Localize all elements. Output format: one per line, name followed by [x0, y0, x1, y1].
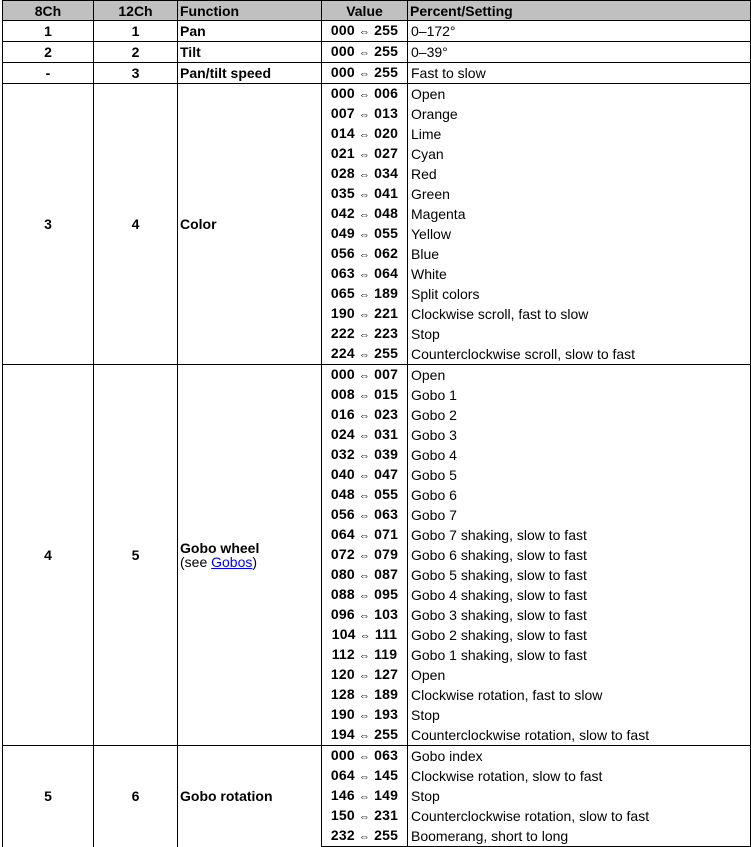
value-from: 112: [331, 646, 355, 662]
value-from: 146: [330, 787, 355, 803]
range-arrow-icon: ⇔: [358, 189, 371, 201]
value-from: 007: [330, 105, 355, 121]
value-from: 008: [330, 386, 355, 402]
range-arrow-icon: ⇔: [358, 329, 371, 341]
channel-8ch: -: [3, 63, 94, 84]
value-to: 189: [374, 686, 399, 702]
value-to: 020: [374, 125, 399, 141]
value-to: 145: [374, 767, 399, 783]
setting-cell: Gobo 6 shaking, slow to fast: [408, 545, 751, 565]
value-to: 231: [374, 807, 399, 823]
value-from: 042: [330, 205, 355, 221]
setting-cell: Gobo 3: [408, 425, 751, 445]
value-to: 189: [374, 285, 399, 301]
gobos-link[interactable]: Gobos: [211, 554, 253, 570]
range-arrow-icon: ⇔: [358, 650, 371, 662]
value-from: 224: [330, 345, 355, 361]
value-from: 000: [330, 43, 355, 59]
range-arrow-icon: ⇔: [358, 450, 371, 462]
table-row: [3, 63, 751, 84]
channel-12ch: 2: [94, 42, 178, 63]
value-to: 006: [374, 85, 399, 101]
value-to: 193: [374, 706, 399, 722]
value-to: 027: [374, 145, 399, 161]
range-arrow-icon: ⇔: [358, 349, 371, 361]
value-to: 255: [374, 43, 399, 59]
value-from: 128: [330, 686, 355, 702]
setting-cell: Lime: [408, 124, 751, 144]
setting-cell: Gobo 2: [408, 405, 751, 425]
function-cell: Pan/tilt speed: [178, 63, 322, 84]
value-to: 064: [374, 265, 399, 281]
value-to: 119: [374, 646, 398, 662]
value-range: [322, 84, 408, 105]
value-to: 255: [374, 827, 399, 843]
value-from: 194: [330, 726, 355, 742]
value-range: [322, 405, 408, 425]
value-from: 064: [330, 526, 355, 542]
value-range: [322, 505, 408, 525]
setting-cell: Blue: [408, 244, 751, 264]
value-range: [322, 786, 408, 806]
function-cell: Pan: [178, 21, 322, 42]
value-range: [322, 204, 408, 224]
range-arrow-icon: ⇔: [358, 410, 371, 422]
table-row: [3, 21, 751, 42]
function-cell: [178, 365, 322, 746]
value-to: 087: [374, 566, 399, 582]
setting-cell: Gobo 7 shaking, slow to fast: [408, 525, 751, 545]
setting-cell: Orange: [408, 104, 751, 124]
range-arrow-icon: ⇔: [358, 169, 371, 181]
range-arrow-icon: ⇔: [358, 590, 371, 602]
value-range: [322, 365, 408, 386]
value-range: [322, 525, 408, 545]
setting-cell: White: [408, 264, 751, 284]
value-from: 065: [330, 285, 355, 301]
value-range: [322, 284, 408, 304]
value-to: 149: [374, 787, 399, 803]
range-arrow-icon: ⇔: [358, 209, 371, 221]
value-from: 035: [330, 185, 355, 201]
value-to: 055: [374, 225, 399, 241]
range-arrow-icon: ⇔: [358, 430, 371, 442]
value-from: 049: [330, 225, 355, 241]
channel-8ch: 1: [3, 21, 94, 42]
value-to: 055: [374, 486, 399, 502]
value-from: 056: [330, 506, 355, 522]
setting-cell: Magenta: [408, 204, 751, 224]
value-range: [322, 705, 408, 725]
function-cell: Tilt: [178, 42, 322, 63]
setting-cell: Gobo index: [408, 746, 751, 767]
value-to: 062: [374, 245, 399, 261]
value-from: 021: [330, 145, 355, 161]
setting-cell: Cyan: [408, 144, 751, 164]
range-arrow-icon: ⇔: [358, 751, 371, 763]
setting-cell: Counterclockwise scroll, slow to fast: [408, 344, 751, 365]
value-to: 015: [374, 386, 399, 402]
setting-cell: Open: [408, 84, 751, 105]
header-8ch: 8Ch: [3, 1, 94, 21]
value-to: 255: [374, 726, 399, 742]
setting-cell: Red: [408, 164, 751, 184]
value-range: [322, 625, 408, 645]
value-to: 039: [374, 446, 399, 462]
table-row: [3, 42, 751, 63]
value-to: 034: [374, 165, 399, 181]
value-range: [322, 184, 408, 204]
value-range: [322, 826, 408, 847]
setting-cell: Yellow: [408, 224, 751, 244]
dmx-channel-table: [2, 0, 751, 847]
value-range: [322, 385, 408, 405]
channel-12ch: 1: [94, 21, 178, 42]
setting-cell: Gobo 6: [408, 485, 751, 505]
function-note: [180, 555, 319, 569]
range-arrow-icon: ⇔: [358, 670, 371, 682]
table-row: [3, 84, 751, 105]
setting-cell: Clockwise rotation, fast to slow: [408, 685, 751, 705]
range-arrow-icon: ⇔: [358, 791, 371, 803]
range-arrow-icon: ⇔: [358, 269, 371, 281]
value-to: 041: [374, 185, 399, 201]
range-arrow-icon: ⇔: [358, 690, 371, 702]
range-arrow-icon: ⇔: [358, 370, 371, 382]
value-to: 013: [374, 105, 399, 121]
value-to: 031: [374, 426, 399, 442]
value-range: [322, 104, 408, 124]
value-range: [322, 585, 408, 605]
range-arrow-icon: ⇔: [358, 47, 371, 59]
setting-cell: Stop: [408, 786, 751, 806]
setting-cell: Gobo 3 shaking, slow to fast: [408, 605, 751, 625]
value-from: 120: [330, 666, 355, 682]
value-range: [322, 645, 408, 665]
setting-cell: Boomerang, short to long: [408, 826, 751, 847]
value-to: 127: [374, 666, 399, 682]
setting-cell: Green: [408, 184, 751, 204]
setting-cell: Split colors: [408, 284, 751, 304]
value-from: 150: [330, 807, 355, 823]
setting-cell: Stop: [408, 705, 751, 725]
value-from: 028: [330, 165, 355, 181]
value-range: [322, 565, 408, 585]
channel-8ch: 4: [3, 365, 94, 746]
value-from: 000: [330, 64, 355, 80]
channel-12ch: 4: [94, 84, 178, 365]
value-range: [322, 746, 408, 767]
range-arrow-icon: ⇔: [358, 771, 371, 783]
value-from: 016: [330, 406, 355, 422]
value-from: 080: [330, 566, 355, 582]
setting-cell: Clockwise scroll, fast to slow: [408, 304, 751, 324]
channel-12ch: 5: [94, 365, 178, 746]
header-12ch: 12Ch: [94, 1, 178, 21]
value-range: [322, 485, 408, 505]
range-arrow-icon: ⇔: [358, 68, 371, 80]
range-arrow-icon: ⇔: [358, 570, 371, 582]
value-range: [322, 445, 408, 465]
range-arrow-icon: ⇔: [358, 831, 371, 843]
value-to: 047: [374, 466, 399, 482]
range-arrow-icon: ⇔: [358, 249, 371, 261]
range-arrow-icon: ⇔: [358, 289, 371, 301]
value-range: [322, 42, 408, 63]
value-from: 056: [330, 245, 355, 261]
value-from: 222: [330, 325, 355, 341]
value-to: 063: [374, 747, 399, 763]
value-from: 000: [330, 22, 355, 38]
setting-cell: Gobo 5: [408, 465, 751, 485]
value-to: 223: [374, 325, 399, 341]
range-arrow-icon: ⇔: [358, 610, 371, 622]
header-value: Value: [322, 1, 408, 21]
setting-cell: Counterclockwise rotation, slow to fast: [408, 806, 751, 826]
value-from: 000: [330, 85, 355, 101]
value-range: [322, 725, 408, 746]
value-from: 032: [330, 446, 355, 462]
value-to: 048: [374, 205, 399, 221]
value-to: 095: [374, 586, 399, 602]
value-range: [322, 685, 408, 705]
setting-cell: Gobo 4: [408, 445, 751, 465]
setting-cell: Open: [408, 365, 751, 386]
setting-cell: Counterclockwise rotation, slow to fast: [408, 725, 751, 746]
value-range: [322, 124, 408, 144]
value-from: 072: [330, 546, 355, 562]
value-to: 221: [374, 305, 399, 321]
range-arrow-icon: ⇔: [358, 109, 371, 121]
range-arrow-icon: ⇔: [358, 510, 371, 522]
range-arrow-icon: ⇔: [358, 149, 371, 161]
value-from: 024: [330, 426, 355, 442]
setting-cell: Gobo 4 shaking, slow to fast: [408, 585, 751, 605]
setting-cell: Gobo 2 shaking, slow to fast: [408, 625, 751, 645]
range-arrow-icon: ⇔: [358, 129, 371, 141]
setting-cell: Stop: [408, 324, 751, 344]
value-range: [322, 304, 408, 324]
value-range: [322, 766, 408, 786]
value-range: [322, 806, 408, 826]
value-range: [322, 665, 408, 685]
value-from: 064: [330, 767, 355, 783]
value-range: [322, 605, 408, 625]
value-range: [322, 244, 408, 264]
range-arrow-icon: ⇔: [358, 229, 371, 241]
range-arrow-icon: ⇔: [358, 730, 371, 742]
value-from: 000: [330, 366, 355, 382]
range-arrow-icon: ⇔: [358, 811, 371, 823]
channel-12ch: 6: [94, 746, 178, 847]
range-arrow-icon: ⇔: [358, 530, 371, 542]
channel-8ch: 3: [3, 84, 94, 365]
setting-cell: Gobo 5 shaking, slow to fast: [408, 565, 751, 585]
setting-cell: Gobo 7: [408, 505, 751, 525]
value-to: 023: [374, 406, 399, 422]
setting-cell: Gobo 1 shaking, slow to fast: [408, 645, 751, 665]
value-to: 103: [374, 606, 399, 622]
value-from: 048: [330, 486, 355, 502]
value-from: 063: [330, 265, 355, 281]
value-range: [322, 324, 408, 344]
value-from: 190: [330, 706, 355, 722]
note-suffix: ): [252, 554, 258, 570]
value-range: [322, 344, 408, 365]
value-range: [322, 164, 408, 184]
value-range: [322, 63, 408, 84]
table-row: [3, 746, 751, 767]
value-range: [322, 21, 408, 42]
value-range: [322, 224, 408, 244]
value-to: 079: [374, 546, 399, 562]
range-arrow-icon: ⇔: [358, 309, 371, 321]
table-row: [3, 365, 751, 386]
value-range: [322, 144, 408, 164]
channel-8ch: 5: [3, 746, 94, 847]
setting-cell: 0–39°: [408, 42, 751, 63]
range-arrow-icon: ⇔: [359, 630, 371, 642]
setting-cell: Clockwise rotation, slow to fast: [408, 766, 751, 786]
value-from: 014: [330, 125, 355, 141]
value-range: [322, 264, 408, 284]
range-arrow-icon: ⇔: [358, 490, 371, 502]
note-prefix: (see: [180, 554, 212, 570]
range-arrow-icon: ⇔: [358, 26, 371, 38]
value-range: [322, 425, 408, 445]
range-arrow-icon: ⇔: [358, 390, 371, 402]
value-to: 111: [374, 626, 398, 642]
setting-cell: Open: [408, 665, 751, 685]
table-header-row: [3, 1, 751, 21]
range-arrow-icon: ⇔: [358, 89, 371, 101]
function-name: Gobo wheel: [180, 540, 260, 556]
range-arrow-icon: ⇔: [358, 710, 371, 722]
channel-8ch: 2: [3, 42, 94, 63]
value-from: 088: [330, 586, 355, 602]
value-range: [322, 465, 408, 485]
function-cell: Gobo rotation: [178, 746, 322, 847]
range-arrow-icon: ⇔: [358, 550, 371, 562]
value-to: 071: [374, 526, 399, 542]
header-function: Function: [178, 1, 322, 21]
value-to: 255: [374, 22, 399, 38]
channel-12ch: 3: [94, 63, 178, 84]
value-to: 063: [374, 506, 399, 522]
value-range: [322, 545, 408, 565]
setting-cell: Gobo 1: [408, 385, 751, 405]
value-to: 255: [374, 345, 399, 361]
function-cell: Color: [178, 84, 322, 365]
value-to: 007: [374, 366, 399, 382]
value-from: 000: [330, 747, 355, 763]
value-from: 096: [330, 606, 355, 622]
setting-cell: 0–172°: [408, 21, 751, 42]
setting-cell: Fast to slow: [408, 63, 751, 84]
value-from: 104: [331, 626, 356, 642]
value-from: 232: [330, 827, 355, 843]
value-from: 040: [330, 466, 355, 482]
header-setting: Percent/Setting: [408, 1, 751, 21]
value-to: 255: [374, 64, 399, 80]
value-from: 190: [330, 305, 355, 321]
range-arrow-icon: ⇔: [358, 470, 371, 482]
